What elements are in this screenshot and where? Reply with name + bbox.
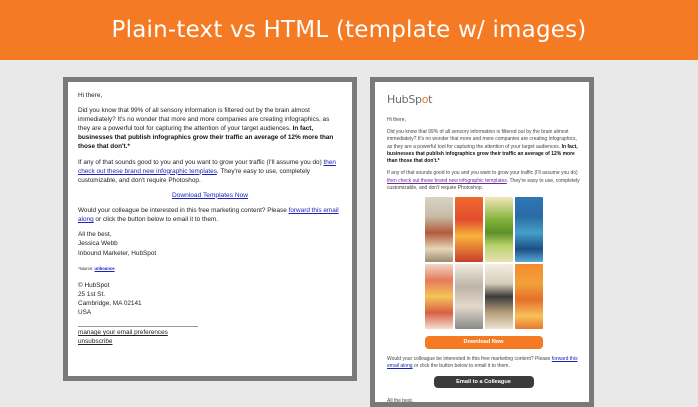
intro-text: Did you know that 99% of all sensory information is filtered out by the brain almost immediately? It's no wonder that more and more companies are creating infographics, as they are a powerful tool for capturing the attention of your target audiences.	[387, 129, 577, 150]
greeting: Hi there,	[78, 92, 103, 99]
infographic-thumbnail	[425, 197, 453, 262]
forward-text: Would your colleague be interested in this free marketing content? Please	[78, 207, 287, 215]
sender-name: Jessica Webb	[78, 240, 118, 248]
forward-link[interactable]: forward this email along	[387, 356, 578, 370]
templates-paragraph	[78, 158, 342, 185]
intro-paragraph	[387, 129, 580, 165]
html-template-email	[370, 77, 594, 407]
templates-text-end: . They're easy to use, completely customizable, and don't require Photoshop.	[78, 167, 311, 184]
intro-bold-text: In fact, businesses that publish infographics grow their traffic an average of 12% more than those that don't.*	[387, 143, 578, 165]
unsubscribe-link[interactable]: unsubscribe	[78, 338, 113, 346]
intro-text: Did you know that 99% of all sensory information is filtered out by the brain almost immediately? It's no wonder that more and more companies are creating infographics, as they are a powerful tool for capturing the attention of your target audiences.	[78, 107, 330, 133]
intro-bold-text: In fact, businesses that publish infographics grow their traffic an average of 12% more than those that don't.*	[78, 125, 334, 151]
footer-divider	[78, 326, 198, 327]
logo-text-suffix: t	[428, 93, 433, 106]
infographic-thumbnail	[455, 264, 483, 329]
address-city: Cambridge, MA 02141	[78, 299, 142, 307]
forward-paragraph	[78, 206, 342, 224]
forward-text-end: or click the button below to email it to them.	[413, 363, 510, 370]
forward-link[interactable]: forward this email along	[78, 207, 339, 224]
infographic-thumbnail	[425, 264, 453, 329]
banner-title: Plain-text vs HTML (template w/ images)	[111, 17, 587, 43]
footer-links	[78, 326, 342, 346]
download-templates-link[interactable]: Download Templates Now	[171, 191, 249, 199]
logo-sprocket-o: o	[421, 93, 429, 106]
sender-title: Inbound Marketer, HubSpot	[78, 249, 157, 257]
infographic-thumbnail	[455, 197, 483, 262]
forward-paragraph	[387, 356, 580, 371]
source-note	[78, 266, 342, 272]
address-country: USA	[78, 308, 92, 316]
hubspot-logo	[387, 92, 580, 108]
infographic-thumbnail	[485, 197, 513, 262]
infographic-thumbnail	[485, 264, 513, 329]
intro-paragraph	[78, 106, 342, 151]
address-street: 25 1st St.	[78, 290, 105, 298]
company-address	[78, 281, 342, 317]
templates-link[interactable]: then check out these brand new infographic templates	[387, 177, 507, 184]
templates-text: If any of that sounds good to you and you want to grow your traffic (I'll assume you do)	[387, 170, 578, 177]
forward-text-end: or click the button below to email it to them.	[95, 216, 218, 224]
greeting: Hi there,	[387, 116, 406, 123]
templates-link[interactable]: then check out these brand new infographic templates	[78, 158, 336, 175]
plain-text-email	[63, 77, 357, 381]
manage-preferences-link[interactable]: manage your email preferences	[78, 329, 168, 336]
source-link[interactable]: unbounce	[94, 265, 115, 271]
infographic-thumbnail	[515, 264, 543, 329]
download-row	[78, 191, 342, 200]
logo-text-prefix: HubSp	[387, 93, 422, 106]
address-company: © HubSpot	[78, 281, 110, 289]
signoff: All the best,	[78, 231, 112, 239]
email-colleague-button[interactable]: Email to a Colleague	[434, 376, 534, 388]
download-now-button[interactable]: Download Now	[425, 336, 543, 349]
title-banner	[0, 0, 698, 60]
infographic-thumbnail	[515, 197, 543, 262]
templates-text: If any of that sounds good to you and you want to grow your traffic (I'll assume you do)	[78, 158, 322, 166]
signoff: All the best,	[387, 397, 414, 404]
source-label: *source:	[78, 265, 94, 271]
signature	[78, 230, 342, 257]
templates-text-end: . They're easy to use, completely customizable, and don't require Photoshop.	[387, 177, 580, 191]
templates-paragraph	[387, 170, 580, 192]
forward-text: Would your colleague be interested in this free marketing content? Please	[387, 356, 551, 363]
infographic-image-collage[interactable]	[425, 197, 543, 329]
